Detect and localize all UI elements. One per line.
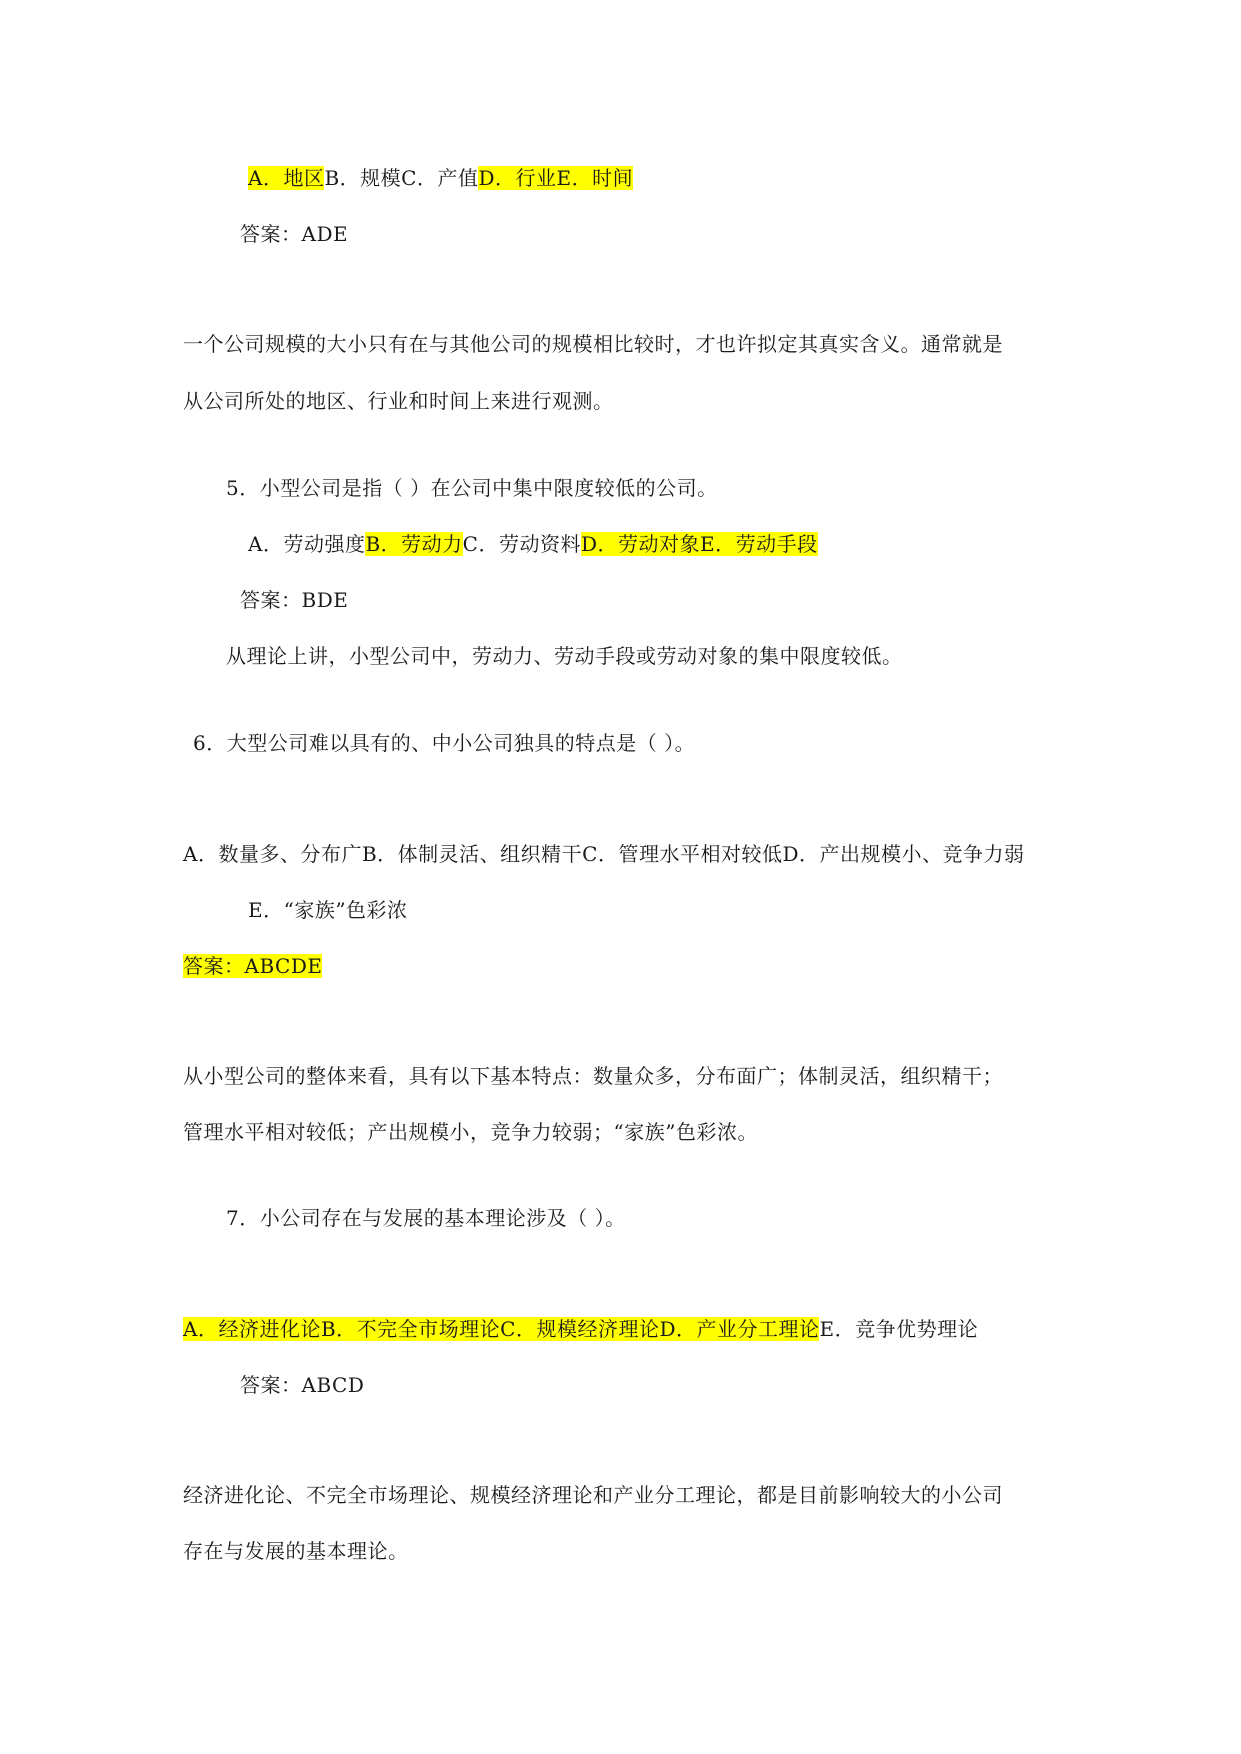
q5-option-d-e-highlighted: D．劳动对象E．劳动手段 bbox=[580, 532, 818, 556]
q7-answer: 答案：ABCD bbox=[240, 1373, 365, 1397]
q5-answer: 答案：BDE bbox=[240, 588, 349, 612]
q7-options bbox=[183, 1315, 978, 1343]
q6-answer bbox=[183, 952, 322, 980]
q7-explanation-line-1: 经济进化论、不完全市场理论、规模经济理论和产业分工理论，都是目前影响较大的小公司 bbox=[183, 1483, 1003, 1507]
q5-explanation: 从理论上讲，小型公司中，劳动力、劳动手段或劳动对象的集中限度较低。 bbox=[226, 644, 903, 668]
q6-options-line-1: A．数量多、分布广B．体制灵活、组织精干C．管理水平相对较低D．产出规模小、竞争力弱 bbox=[183, 842, 1025, 866]
q4-options bbox=[248, 164, 633, 192]
q4-option-a-highlighted: A．地区 bbox=[248, 166, 325, 190]
q6-answer-highlighted: 答案：ABCDE bbox=[183, 954, 323, 978]
q4-explanation-line-1: 一个公司规模的大小只有在与其他公司的规模相比较时，才也许拟定其真实含义。通常就是 bbox=[183, 332, 1003, 356]
q7-explanation-line-2: 存在与发展的基本理论。 bbox=[183, 1539, 409, 1563]
q4-explanation-line-2: 从公司所处的地区、行业和时间上来进行观测。 bbox=[183, 389, 614, 413]
q5-question: 5．小型公司是指（ ）在公司中集中限度较低的公司。 bbox=[226, 476, 718, 500]
q5-option-c: C．劳动资料 bbox=[462, 532, 581, 556]
q4-option-d-e-highlighted: D．行业E．时间 bbox=[478, 166, 634, 190]
q5-options bbox=[248, 530, 818, 558]
q7-option-e: E．竞争优势理论 bbox=[819, 1317, 979, 1341]
q6-question: 6．大型公司难以具有的、中小公司独具的特点是（ ）。 bbox=[193, 731, 696, 755]
q6-explanation-line-1: 从小型公司的整体来看，具有以下基本特点：数量众多，分布面广；体制灵活，组织精干； bbox=[183, 1064, 1003, 1088]
q6-options-line-2: E．“家族”色彩浓 bbox=[248, 898, 408, 922]
q5-option-a: A．劳动强度 bbox=[248, 532, 366, 556]
q6-explanation-line-2: 管理水平相对较低；产出规模小，竞争力较弱；“家族”色彩浓。 bbox=[183, 1120, 758, 1144]
q4-option-b-c: B．规模C．产值 bbox=[324, 166, 479, 190]
q4-answer: 答案：ADE bbox=[240, 222, 349, 246]
q5-option-b-highlighted: B．劳动力 bbox=[365, 532, 463, 556]
q7-question: 7．小公司存在与发展的基本理论涉及（ ）。 bbox=[226, 1206, 626, 1230]
q7-option-a-d-highlighted: A．经济进化论B．不完全市场理论C．规模经济理论D．产业分工理论 bbox=[183, 1317, 820, 1341]
